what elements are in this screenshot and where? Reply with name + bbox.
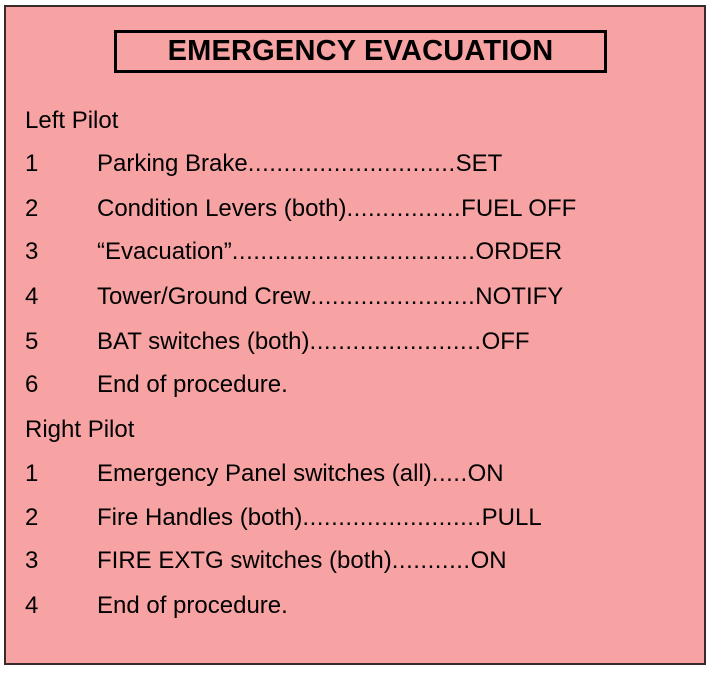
step-number: 2 bbox=[25, 195, 39, 222]
step-label: End of procedure. bbox=[97, 371, 288, 398]
step-number: 2 bbox=[25, 504, 39, 531]
checklist-row bbox=[25, 504, 685, 536]
step-value: SET bbox=[455, 150, 503, 177]
step-number: 6 bbox=[25, 371, 39, 398]
step-label: End of procedure. bbox=[97, 592, 288, 619]
leader-dots: ....................... bbox=[310, 283, 476, 310]
step-value: ON bbox=[470, 547, 507, 574]
step-label: Parking Brake bbox=[97, 150, 248, 177]
checklist-row bbox=[25, 238, 685, 270]
checklist-row bbox=[25, 547, 685, 579]
step-number: 4 bbox=[25, 592, 39, 619]
step-label: BAT switches (both) bbox=[97, 328, 310, 355]
step-value: FUEL OFF bbox=[461, 195, 577, 222]
checklist-row bbox=[25, 195, 685, 227]
checklist-row bbox=[25, 371, 685, 403]
step-label: Condition Levers (both) bbox=[97, 195, 347, 222]
leader-dots: ........... bbox=[391, 547, 471, 574]
step-number: 3 bbox=[25, 238, 39, 265]
checklist-row bbox=[25, 460, 685, 492]
leader-dots: ........................ bbox=[309, 328, 482, 355]
step-label: Tower/Ground Crew bbox=[97, 283, 311, 310]
step-label: Fire Handles (both) bbox=[97, 504, 303, 531]
step-value: NOTIFY bbox=[475, 283, 564, 310]
step-number: 4 bbox=[25, 283, 39, 310]
title-box bbox=[114, 30, 607, 73]
leader-dots: ..... bbox=[431, 460, 468, 487]
step-value: OFF bbox=[481, 328, 530, 355]
checklist-row bbox=[25, 328, 685, 360]
step-number: 3 bbox=[25, 547, 39, 574]
checklist-row bbox=[25, 150, 685, 182]
section-heading-right-pilot: Right Pilot bbox=[25, 416, 135, 443]
step-value: ORDER bbox=[475, 238, 563, 265]
leader-dots: ......................... bbox=[302, 504, 482, 531]
checklist-row bbox=[25, 283, 685, 315]
step-value: PULL bbox=[481, 504, 542, 531]
step-number: 5 bbox=[25, 328, 39, 355]
leader-dots: ................ bbox=[346, 195, 462, 222]
leader-dots: .................................. bbox=[231, 238, 476, 265]
page-title: EMERGENCY EVACUATION bbox=[167, 35, 554, 67]
step-value: ON bbox=[467, 460, 504, 487]
leader-dots: ............................. bbox=[247, 150, 456, 177]
checklist-row bbox=[25, 592, 685, 624]
step-number: 1 bbox=[25, 460, 39, 487]
section-heading-left-pilot: Left Pilot bbox=[25, 107, 119, 134]
step-number: 1 bbox=[25, 150, 39, 177]
step-label: Emergency Panel switches (all) bbox=[97, 460, 432, 487]
step-label: FIRE EXTG switches (both) bbox=[97, 547, 392, 574]
step-label: “Evacuation” bbox=[97, 238, 232, 265]
checklist-card bbox=[4, 5, 706, 665]
